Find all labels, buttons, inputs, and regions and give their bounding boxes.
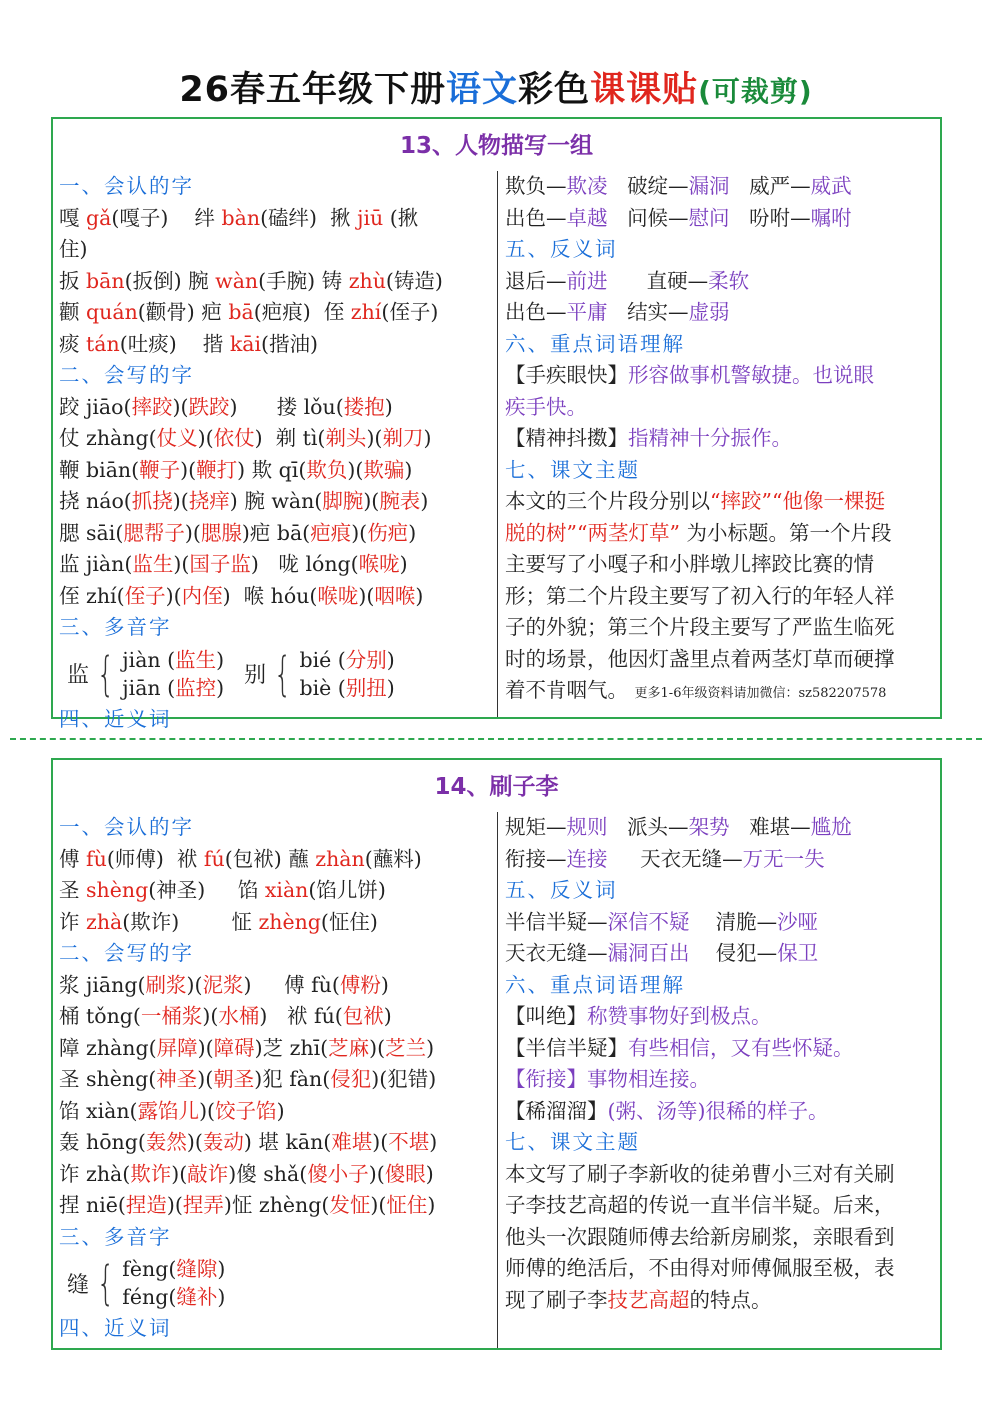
synonym-row: 出色—卓越 问候—慰问 吩咐—嘱咐 (505, 205, 852, 230)
write-row: 腮 sāi(腮帮子)(腮腺)疤 bā(疤痕)(伤疤) (59, 520, 417, 545)
write-row: 挠 náo(抓挠)(挠痒) 腕 wàn(脚腕)(腕表) (59, 489, 429, 513)
section-heading: 二、会写的字 (59, 941, 194, 965)
theme-line: 子李技艺高超的传说一直半信半疑。后来， (505, 1193, 895, 1217)
key-term-row: 【手疾眼快】形容做事机警敏捷。也说眼 (505, 363, 874, 387)
theme-line: 时的场景，他因灯盏里点着两茎灯草而硬撑 (505, 646, 895, 671)
section-heading: 五、反义词 (505, 237, 618, 261)
lesson13-card (51, 117, 942, 731)
brace-icon: { (96, 646, 115, 701)
write-row: 捏 niē(捏造)(捏弄)怔 zhèng(发怔)(怔住) (59, 1193, 436, 1217)
recognize-row: 颧 quán(颧骨) 疤 bā(疤痕) 侄 zhí(侄子) (59, 300, 439, 324)
write-row: 诈 zhà(欺诈)(敲诈)傻 shǎ(傻小子)(傻眼) (59, 1161, 434, 1186)
write-row: 跤 jiāo(摔跤)(跌跤) 搂 lǒu(搂抱) (59, 394, 393, 419)
write-row: 鞭 biān(鞭子)(鞭打) 欺 qī(欺负)(欺骗) (59, 457, 413, 482)
key-term-row: 【衔接】事物相连接。 (505, 1067, 710, 1091)
section-heading: 七、课文主题 (505, 1130, 640, 1154)
write-row: 仗 zhàng(仗义)(依仗) 剃 tì(剃头)(剃刀) (59, 426, 432, 450)
write-row: 轰 hōng(轰然)(轰动) 堪 kān(难堪)(不堪) (59, 1130, 438, 1154)
key-term-row: 疾手快。 (505, 394, 587, 419)
write-row: 浆 jiāng(刷浆)(泥浆) 傅 fù(傅粉) (59, 972, 389, 997)
left-column (59, 171, 491, 735)
brace-icon: { (274, 646, 292, 701)
write-row: 侄 zhí(侄子)(内侄) 喉 hóu(喉咙)(咽喉) (59, 583, 424, 608)
theme-line: 着不肯咽气。 更多1-6年级资料请加微信：sz582207578 (505, 678, 887, 702)
right-column (505, 812, 937, 1316)
section-heading: 四、近义词 (59, 706, 172, 731)
recognize-row: 住) (59, 237, 88, 261)
recognize-row: 嘎 gǎ(嘎子) 绊 bàn(磕绊) 揪 jiū (揪 (59, 205, 419, 230)
write-row: 圣 shèng(神圣)(朝圣)犯 fàn(侵犯)(犯错) (59, 1067, 437, 1091)
column-divider (497, 171, 498, 717)
theme-line: 本文写了刷子李新收的徒弟曹小三对有关刷 (505, 1161, 895, 1186)
synonym-row: 规矩—规则 派头—架势 难堪—尴尬 (505, 815, 852, 839)
write-row: 障 zhàng(屏障)(障碍)芝 zhī(芝麻)(芝兰) (59, 1035, 435, 1060)
key-term-row: 【叫绝】称赞事物好到极点。 (505, 1004, 772, 1028)
theme-line: 脱的树”“两茎灯草” 为小标题。第一个片段 (505, 520, 892, 545)
theme-line: 师傅的绝活后，不由得对师傅佩服至极，表 (505, 1256, 895, 1280)
theme-line: 主要写了小嘎子和小胖墩儿摔跤比赛的情 (505, 552, 874, 576)
synonym-row: 衔接—连接 天衣无缝—万无一失 (505, 846, 825, 871)
antonym-row: 退后—前进 直硬—柔软 (505, 268, 750, 293)
section-heading: 四、近义词 (59, 1316, 172, 1340)
recognize-row: 傅 fù(师傅) 袱 fú(包袱) 蘸 zhàn(蘸料) (59, 846, 422, 871)
section-heading: 六、重点词语理解 (505, 972, 685, 997)
key-term-row: 【稀溜溜】(粥、汤等)很稀的样子。 (505, 1098, 829, 1123)
left-column (59, 812, 491, 1345)
column-divider (497, 812, 498, 1348)
polyphone-block: 缝 { fèng(缝隙) féng(缝补) (67, 1256, 226, 1310)
key-term-row: 【半信半疑】有些相信，又有些怀疑。 (505, 1035, 854, 1060)
key-term-row: 【精神抖擞】指精神十分振作。 (505, 426, 792, 450)
right-column (505, 171, 937, 707)
synonym-row: 欺负—欺凌 破绽—漏洞 威严—威武 (505, 174, 852, 198)
lesson14-card (51, 758, 942, 1350)
theme-line: 形；第二个片段主要写了初入行的年轻人祥 (505, 583, 895, 608)
cut-line (10, 738, 982, 740)
antonym-row: 半信半疑—深信不疑 清脆—沙哑 (505, 909, 819, 934)
write-row: 馅 xiàn(露馅儿)(饺子馅) (59, 1098, 285, 1123)
page-title: 26春五年级下册语文彩色课课贴(可裁剪) (179, 70, 813, 110)
section-heading: 三、多音字 (59, 1224, 172, 1249)
theme-line: 本文的三个片段分别以“摔跤”“他像一棵挺 (505, 489, 885, 513)
section-heading: 二、会写的字 (59, 363, 194, 387)
recognize-row: 诈 zhà(欺诈) 怔 zhèng(怔住) (59, 909, 378, 934)
polyphone-block: 监 { jiàn (监生) jiān (监控) 别 { bié (分别) biè (别扭) (67, 646, 395, 701)
contact-note: 更多1-6年级资料请加微信：sz582207578 (634, 686, 887, 701)
section-heading: 六、重点词语理解 (505, 331, 685, 356)
write-row: 桶 tǒng(一桶浆)(水桶) 袱 fú(包袱) (59, 1004, 392, 1028)
recognize-row: 痰 tán(吐痰) 揩 kāi(揩油) (59, 331, 319, 356)
theme-line: 他头一次跟随师傅去给新房刷浆，亲眼看到 (505, 1224, 895, 1249)
section-heading: 一、会认的字 (59, 174, 194, 198)
lesson-title: 14、刷子李 (434, 774, 559, 800)
theme-line: 现了刷子李技艺高超的特点。 (505, 1287, 772, 1312)
antonym-row: 出色—平庸 结实—虚弱 (505, 300, 730, 324)
section-heading: 七、课文主题 (505, 457, 640, 482)
section-heading: 一、会认的字 (59, 815, 194, 839)
lesson-title: 13、人物描写一组 (399, 133, 593, 159)
recognize-row: 扳 bān(扳倒) 腕 wàn(手腕) 铸 zhù(铸造) (59, 268, 443, 293)
section-heading: 三、多音字 (59, 615, 172, 639)
section-heading: 五、反义词 (505, 878, 618, 902)
antonym-row: 天衣无缝—漏洞百出 侵犯—保卫 (505, 941, 819, 965)
brace-icon: { (96, 1256, 115, 1310)
theme-line: 子的外貌；第三个片段主要写了严监生临死 (505, 615, 895, 639)
write-row: 监 jiàn(监生)(国子监) 咙 lóng(喉咙) (59, 552, 408, 576)
recognize-row: 圣 shèng(神圣) 馅 xiàn(馅儿饼) (59, 878, 386, 902)
